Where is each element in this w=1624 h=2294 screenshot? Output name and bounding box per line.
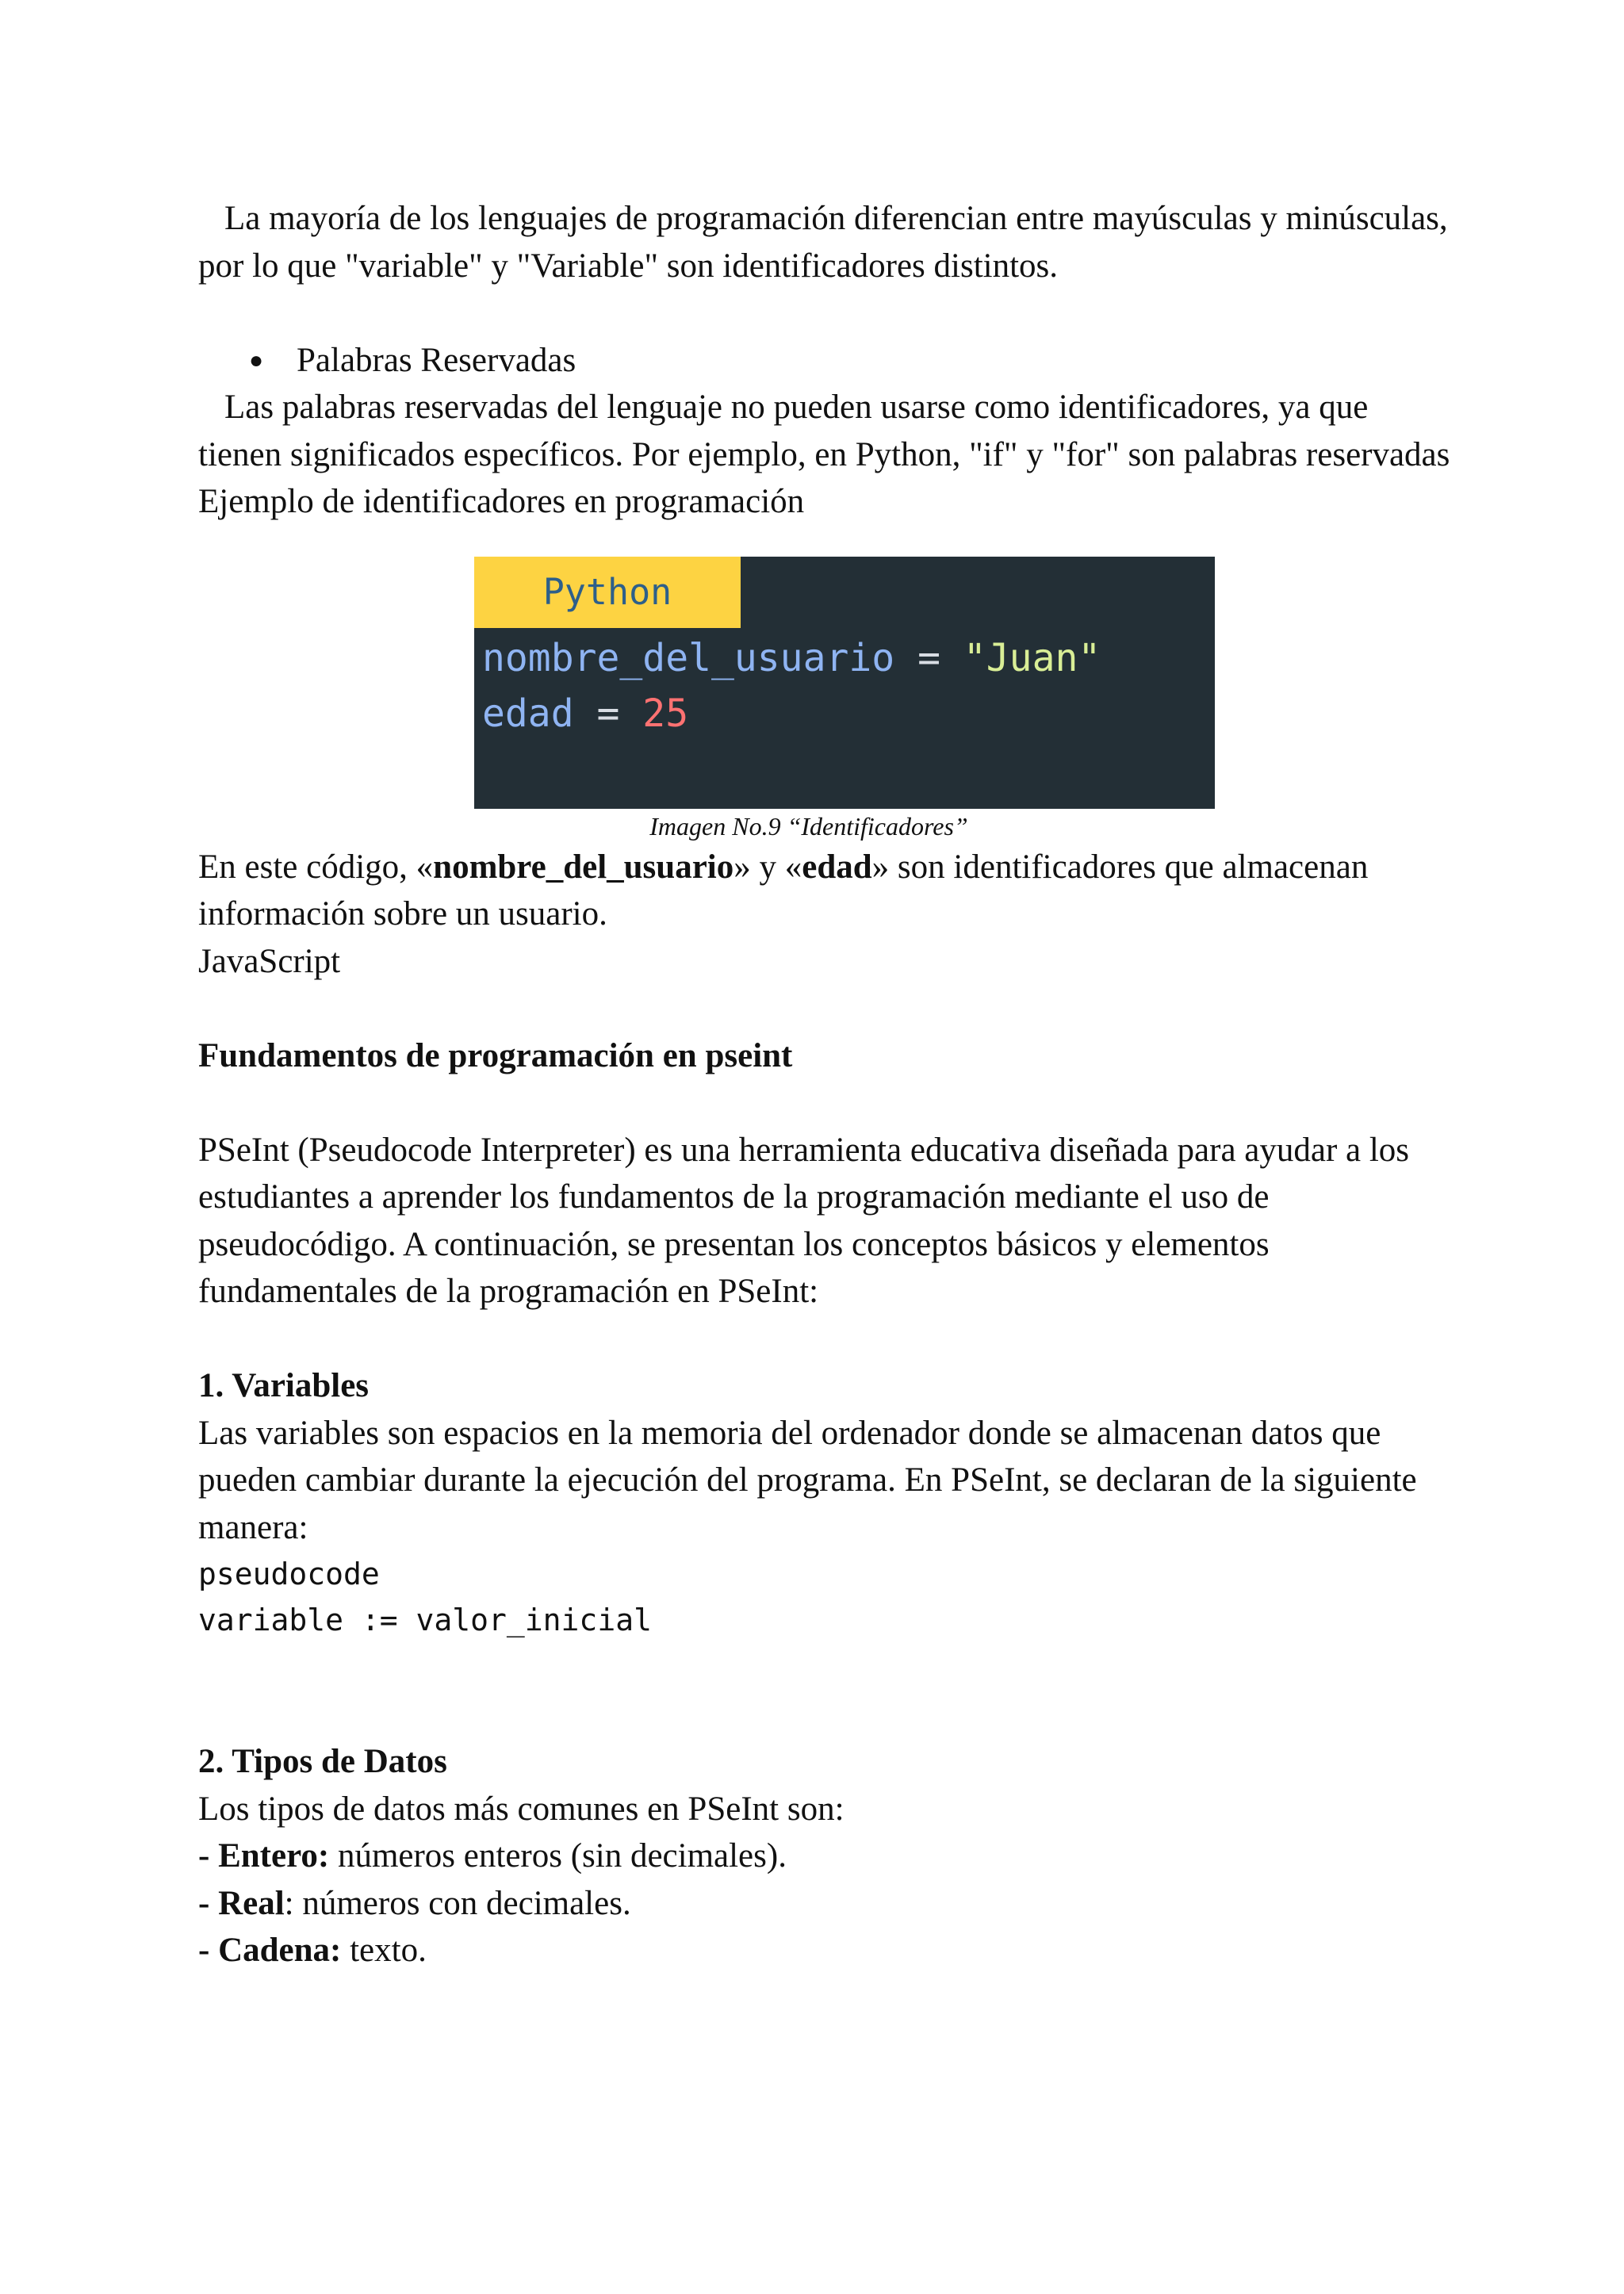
heading-text: Fundamentos de programación en pseint (198, 1036, 793, 1074)
subsection-heading-datatypes (198, 1738, 1451, 1786)
list-item-desc: : números con decimales. (284, 1884, 631, 1922)
bullet-label: Palabras Reservadas (297, 341, 576, 379)
text-run: En este código, « (198, 848, 434, 886)
paragraph-variables: Las variables son espacios en la memoria del ordenador donde se almacenan datos que pueden cambiar durante la ejecución del programa. En PSeInt, se declaran de la siguiente manera: (198, 1414, 1417, 1546)
code-operator: = (894, 635, 963, 680)
paragraph-reserved-words: Las palabras reservadas del lenguaje no pueden usarse como identificadores, ya que tienen significados específicos. Por ejemplo, en Python, "if" y "for" son palabras reservadas (198, 389, 1450, 473)
document-body (198, 195, 1451, 1974)
code-language-label: pseudocode (198, 1557, 380, 1591)
code-identifier: edad (482, 691, 574, 736)
bullet-item (198, 337, 1451, 385)
paragraph-case-sensitivity: La mayoría de los lenguajes de programación diferencian entre mayúsculas y minúsculas, por lo que "variable" y "Variable" son identificadores distintos. (198, 200, 1448, 285)
subsection-heading-variables (198, 1362, 1451, 1410)
list-item-desc: texto. (341, 1932, 427, 1969)
spacer (198, 1079, 1451, 1127)
code-operator: = (573, 691, 643, 736)
spacer (198, 289, 1451, 337)
paragraph-pseint-intro: PSeInt (Pseudocode Interpreter) es una herramienta educativa diseñada para ayudar a los estudiantes a aprender los fundamentos de la programación mediante el uso de pseudocódigo. A continuación, se presentan los conceptos básicos y elementos fundamentales de la programación en PSeInt: (198, 1131, 1410, 1310)
figure-caption: Imagen No.9 “Identificadores” (649, 811, 968, 841)
code-number-value: 25 (642, 691, 689, 736)
code-identifier: nombre_del_usuario (482, 635, 895, 680)
spacer (198, 1643, 1451, 1738)
list-item-label: - Cadena: (198, 1932, 342, 1969)
code-line-1 (482, 634, 1101, 682)
spacer (198, 985, 1451, 1032)
paragraph-datatypes-intro: Los tipos de datos más comunes en PSeInt son: (198, 1790, 845, 1828)
text-run: » y « (733, 848, 802, 886)
paragraph-code-explanation (198, 844, 1451, 938)
list-item (198, 1927, 1451, 1974)
paragraph-example-intro: Ejemplo de identificadores en programación (198, 483, 805, 520)
code-example: variable := valor_inicial (198, 1603, 652, 1637)
section-heading (198, 1032, 1451, 1080)
list-item-desc: números enteros (sin decimales). (329, 1837, 787, 1875)
heading-text: 1. Variables (198, 1367, 370, 1404)
heading-text: 2. Tipos de Datos (198, 1743, 447, 1780)
list-item (198, 1833, 1451, 1880)
code-snippet-image (474, 557, 1215, 809)
bold-identifier: edad (802, 848, 872, 886)
code-string-value: "Juan" (963, 635, 1101, 680)
spacer (198, 1316, 1451, 1363)
bullet-icon: ● (249, 347, 264, 373)
code-line-2 (482, 690, 688, 737)
list-item (198, 1880, 1451, 1928)
bold-identifier: nombre_del_usuario (433, 848, 734, 886)
list-item-label: - Real (198, 1884, 285, 1922)
list-item-label: - Entero: (198, 1837, 330, 1875)
language-tab-label: Python (542, 570, 672, 613)
text-run: » son identificadores que almacenan información sobre un usuario. (198, 848, 1369, 933)
paragraph-javascript: JavaScript (198, 942, 341, 980)
